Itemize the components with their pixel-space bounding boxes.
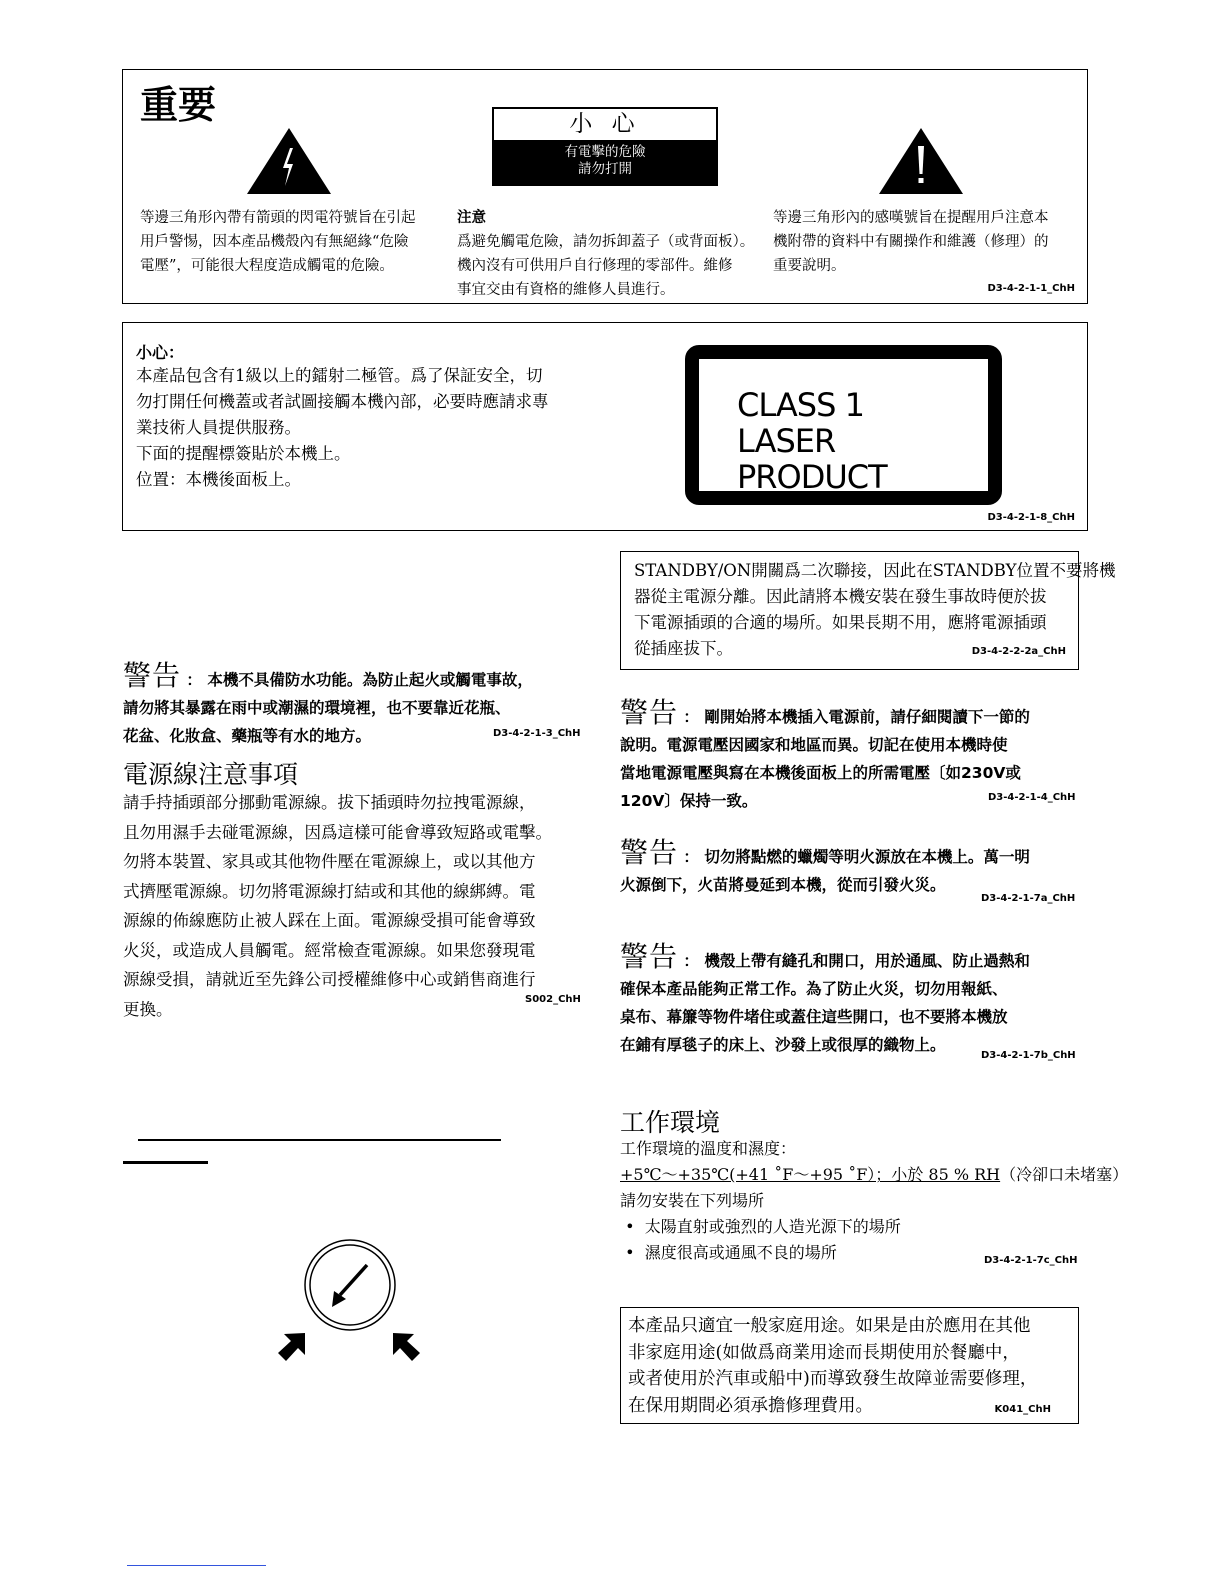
temperature-range: +5℃～+35℃(+41 ˚F～+95 ˚F）；小於 85 % RH bbox=[620, 1165, 1001, 1184]
divider-line-thick bbox=[123, 1161, 208, 1164]
document-code: D3-4-2-1-3_ChH bbox=[493, 728, 581, 739]
text-line: 桌布、幕簾等物件堵住或蓋住這些開口，也不要將本機放 bbox=[620, 1008, 1008, 1026]
caution-label-line2: 請勿打開 bbox=[578, 161, 632, 177]
text-line: 濕度很高或通風不良的場所 bbox=[644, 1243, 837, 1262]
exclamation-warning-icon bbox=[879, 128, 963, 194]
text-line: 確保本產品能夠正常工作。為了防止火災，切勿用報紙、 bbox=[620, 980, 1008, 998]
document-code: K041_ChH bbox=[994, 1404, 1051, 1415]
document-code: D3-4-2-1-7b_ChH bbox=[981, 1050, 1076, 1061]
text-line: 爲避免觸電危險，請勿拆卸蓋子（或背面板）。 bbox=[457, 234, 755, 250]
text-line: 請手持插頭部分挪動電源線。拔下插頭時勿拉拽電源線， bbox=[123, 793, 536, 812]
text-line: 本機不具備防水功能。為防止起火或觸電事故， bbox=[207, 671, 533, 689]
document-code: D3-4-2-1-7a_ChH bbox=[981, 893, 1076, 904]
text-line: 勿打開任何機蓋或者試圖接觸本機內部，必要時應請求專 bbox=[136, 392, 549, 411]
text-line: 請勿安裝在下列場所 bbox=[620, 1191, 765, 1210]
text-line: 120V〕保持一致。 bbox=[620, 792, 758, 810]
text-line: 在保用期間必須承擔修理費用。 bbox=[628, 1395, 873, 1416]
text-line: 機內沒有可供用戶自行修理的零部件。維修 bbox=[457, 258, 733, 274]
text-line: 電壓”，可能很大程度造成觸電的危險。 bbox=[140, 258, 394, 274]
text-line: 花盆、化妝盒、藥瓶等有水的地方。 bbox=[123, 727, 372, 745]
bullet-item: • 濕度很高或通風不良的場所 bbox=[620, 1243, 837, 1262]
caution-description bbox=[457, 206, 754, 302]
power-cord-text bbox=[123, 788, 552, 1024]
text-line: 機附帶的資料中有關操作和維護（修理）的 bbox=[773, 234, 1049, 250]
text-line: 或者使用於汽車或船中)而導致發生故障並需要修理， bbox=[628, 1369, 1038, 1389]
text-line: 太陽直射或強烈的人造光源下的場所 bbox=[644, 1217, 901, 1236]
footer-link-underline[interactable] bbox=[127, 1565, 266, 1566]
document-code: D3-4-2-1-8_ChH bbox=[987, 512, 1075, 523]
exclamation-description bbox=[773, 206, 1049, 278]
text-line: 非家庭用途(如做爲商業用途而長期使用於餐廳中， bbox=[628, 1342, 1020, 1363]
text-line: 位置：本機後面板上。 bbox=[136, 470, 301, 489]
text-line: 下電源插頭的合適的場所。如果長期不用，應將電源插頭 bbox=[634, 613, 1047, 632]
standby-section bbox=[620, 551, 1116, 670]
text-line: 在鋪有厚毯子的床上、沙發上或很厚的織物上。 bbox=[620, 1036, 946, 1054]
caution-label bbox=[492, 107, 718, 186]
caution-label-title: 小 心 bbox=[569, 111, 641, 137]
text-line: 從插座拔下。 bbox=[634, 639, 733, 658]
text-line: 請勿將其暴露在雨中或潮濕的環境裡，也不要靠近花瓶、 bbox=[123, 699, 511, 717]
text-line: 且勿用濕手去碰電源線，因爲這樣可能會導致短路或電擊。 bbox=[123, 822, 552, 842]
text-line: 火源倒下，火苗將曼延到本機，從而引發火災。 bbox=[620, 876, 946, 894]
environment-heading: 工作環境 bbox=[620, 1108, 721, 1137]
laser-section bbox=[122, 322, 1088, 531]
text-line: 切勿將點燃的蠟燭等明火源放在本機上。萬一明 bbox=[704, 848, 1030, 866]
text-line: 更換。 bbox=[123, 999, 173, 1019]
text-line: 火災，或造成人員觸電。經常檢查電源線。如果您發現電 bbox=[123, 940, 536, 960]
lightning-description bbox=[140, 206, 416, 278]
document-code: D3-4-2-2-2a_ChH bbox=[971, 646, 1066, 657]
laser-label-line1: CLASS 1 bbox=[737, 386, 864, 424]
text-line: 式擠壓電源線。切勿將電源線打結或和其他的線綁縛。電 bbox=[123, 881, 536, 901]
text-line: 本產品只適宜一般家庭用途。如果是由於應用在其他 bbox=[628, 1316, 1031, 1336]
document-code: D3-4-2-1-4_ChH bbox=[988, 792, 1076, 803]
important-title: 重要 bbox=[140, 83, 217, 127]
text-line: 下面的提醒標簽貼於本機上。 bbox=[136, 444, 351, 463]
dial-arrows-illustration bbox=[270, 1235, 430, 1365]
document-code: S002_ChH bbox=[525, 994, 581, 1005]
warning-voltage: 警告 ： 剛開始將本機插入電源前，請仔細閱讀下一節的 說明。電源電壓因國家和地區而異。切記在使用本機時使 當地電源電壓與寫在本機後面板上的所需電壓〔如230V或 120V〕保持一致。 bbox=[620, 699, 1030, 815]
text-line: 工作環境的溫度和濕度： bbox=[620, 1139, 797, 1158]
text-line: 當地電源電壓與寫在本機後面板上的所需電壓〔如230V或 bbox=[620, 764, 1021, 782]
text-line: 事宜交由有資格的維修人員進行。 bbox=[457, 282, 675, 298]
text-line: 業技術人員提供服務。 bbox=[136, 418, 301, 437]
laser-text bbox=[136, 363, 549, 493]
text-line: 源線的佈線應防止被人踩在上面。電源線受損可能會導致 bbox=[123, 911, 536, 930]
divider-line bbox=[138, 1139, 501, 1141]
warning-flame: 警告 ： 切勿將點燃的蠟燭等明火源放在本機上。萬一明 火源倒下，火苗將曼延到本機，從而引發火災。 bbox=[620, 839, 1030, 899]
text-line: 用戶警惕，因本產品機殼內有無絕緣“危險 bbox=[140, 234, 409, 250]
range-note: （冷卻口未堵塞） bbox=[1000, 1165, 1129, 1184]
laser-caution-title: 小心： bbox=[136, 343, 185, 362]
important-section bbox=[122, 69, 1088, 304]
text-line: 等邊三角形內帶有箭頭的閃電符號旨在引起 bbox=[140, 210, 416, 226]
household-use-section bbox=[620, 1307, 1079, 1424]
document-code: D3-4-2-1-7c_ChH bbox=[984, 1255, 1078, 1266]
class1-laser-label bbox=[685, 345, 1002, 505]
text-line: STANDBY/ON開關爲二次聯接，因此在STANDBY位置不要將機 bbox=[634, 561, 1116, 580]
warning-ventilation: 警告 ： 機殼上帶有縫孔和開口，用於通風、防止過熱和 確保本產品能夠正常工作。為了防止火災，切勿用報紙、 桌布、幕簾等物件堵住或蓋住這些開口，也不要將本機放 在鋪有厚毯子的床上、沙發上或很厚的織物上。 bbox=[620, 943, 1030, 1059]
power-cord-heading: 電源線注意事項 bbox=[123, 760, 299, 789]
warning-label: 警告 bbox=[620, 836, 679, 869]
household-text bbox=[628, 1313, 1037, 1419]
bullet-item: • 太陽直射或強烈的人造光源下的場所 bbox=[620, 1217, 901, 1236]
text-line: 剛開始將本機插入電源前，請仔細閱讀下一節的 bbox=[704, 708, 1030, 726]
laser-label-line2: LASER PRODUCT bbox=[737, 422, 887, 496]
warning-water: 警告 ： 本機不具備防水功能。為防止起火或觸電事故， 請勿將其暴露在雨中或潮濕的環境裡，也不要靠近花瓶、 花盆、化妝盒、藥瓶等有水的地方。 bbox=[123, 662, 583, 750]
warning-label: 警告 bbox=[123, 659, 182, 692]
caution-label-line1: 有電擊的危險 bbox=[564, 144, 646, 160]
caution-title: 注意 bbox=[457, 210, 486, 226]
text-line: 勿將本裝置、家具或其他物件壓在電源線上，或以其他方 bbox=[123, 852, 536, 871]
text-line: 器從主電源分離。因此請將本機安裝在發生事故時便於拔 bbox=[634, 587, 1047, 606]
text-line: 源線受損，請就近至先鋒公司授權維修中心或銷售商進行 bbox=[123, 970, 536, 989]
warning-label: 警告 bbox=[620, 940, 679, 973]
lightning-warning-icon bbox=[247, 128, 331, 194]
document-code: D3-4-2-1-1_ChH bbox=[987, 283, 1075, 294]
environment-text bbox=[620, 1136, 1128, 1266]
text-line: 本產品包含有1級以上的鐳射二極管。爲了保証安全，切 bbox=[136, 366, 543, 385]
text-line: 說明。電源電壓因國家和地區而異。切記在使用本機時使 bbox=[620, 736, 1008, 754]
text-line: 等邊三角形內的感嘆號旨在提醒用戶注意本 bbox=[773, 210, 1049, 226]
text-line: 重要說明。 bbox=[773, 258, 846, 274]
warning-label: 警告 bbox=[620, 696, 679, 729]
text-line: 機殼上帶有縫孔和開口，用於通風、防止過熱和 bbox=[704, 952, 1030, 970]
